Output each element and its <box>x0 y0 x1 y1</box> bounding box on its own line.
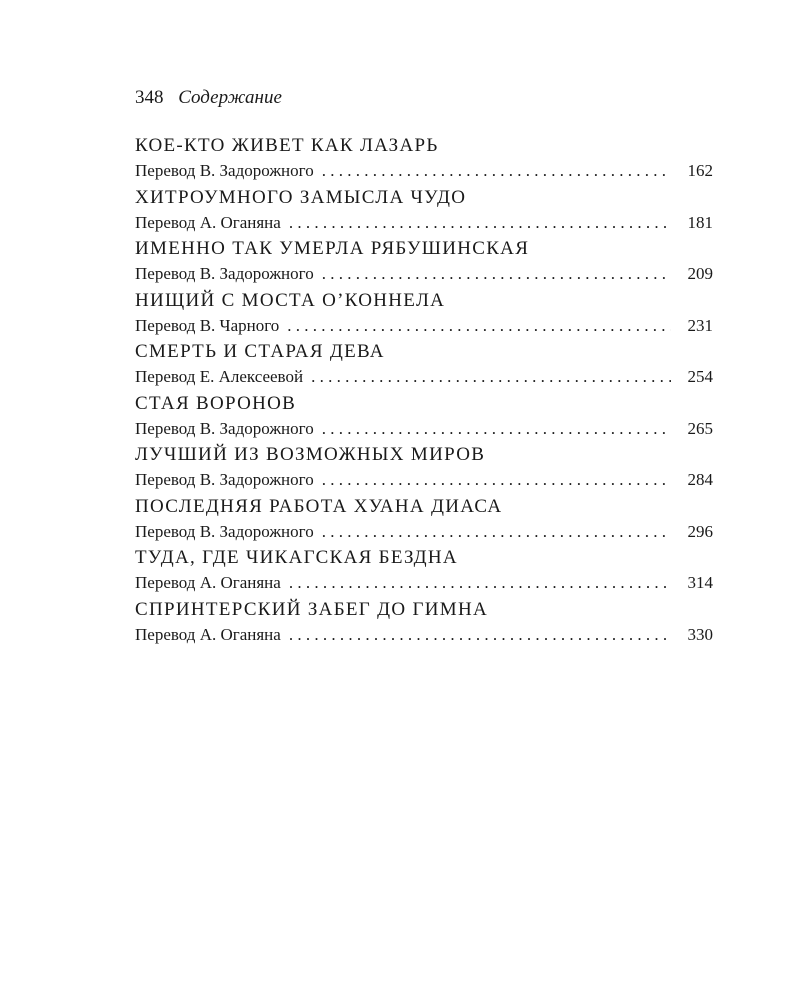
toc-entry-translator: Перевод В. Задорожного <box>135 470 314 489</box>
toc-entry-title: ТУДА, ГДЕ ЧИКАГСКАЯ БЕЗДНА <box>135 547 458 568</box>
toc-entry-page-number: 181 <box>687 212 713 232</box>
toc-entry <box>135 339 713 391</box>
dot-leader <box>322 159 671 182</box>
toc-entry-line <box>135 623 713 646</box>
toc-entry-page-number: 209 <box>687 264 713 283</box>
toc-entry-page-number: 231 <box>687 315 713 335</box>
toc-entry-page-number: 330 <box>687 624 713 644</box>
table-of-contents <box>135 133 713 648</box>
toc-entry-title: ИМЕННО ТАК УМЕРЛА РЯБУШИНСКАЯ <box>135 238 530 259</box>
toc-entry-page-number: 265 <box>687 418 713 438</box>
toc-entry <box>135 597 713 649</box>
dot-leader <box>322 520 671 543</box>
toc-entry-translator: Перевод В. Задорожного <box>135 264 314 283</box>
toc-entry <box>135 545 713 597</box>
toc-entry-page-number: 284 <box>687 470 713 489</box>
toc-entry-title: СМЕРТЬ И СТАРАЯ ДЕВА <box>135 341 385 362</box>
book-page <box>135 86 713 648</box>
toc-entry-line <box>135 314 713 337</box>
toc-entry-translator: Перевод В. Задорожного <box>135 418 314 438</box>
dot-leader <box>287 314 671 337</box>
dot-leader <box>311 365 671 388</box>
dot-leader <box>322 262 671 285</box>
dot-leader <box>289 623 671 646</box>
toc-entry-translator: Перевод А. Оганяна <box>135 624 281 644</box>
toc-entry-line <box>135 365 713 388</box>
toc-entry <box>135 185 713 237</box>
dot-leader <box>289 211 671 234</box>
toc-entry-title: ЛУЧШИЙ ИЗ ВОЗМОЖНЫХ МИРОВ <box>135 444 486 465</box>
toc-entry-translator: Перевод А. Оганяна <box>135 212 281 232</box>
toc-entry-line <box>135 262 713 285</box>
toc-entry <box>135 391 713 443</box>
toc-entry-title: НИЩИЙ С МОСТА О’КОННЕЛА <box>135 289 446 311</box>
toc-entry-line <box>135 417 713 440</box>
toc-entry <box>135 236 713 288</box>
toc-entry-title: СПРИНТЕРСКИЙ ЗАБЕГ ДО ГИМНА <box>135 598 489 620</box>
toc-entry-translator: Перевод В. Задорожного <box>135 161 314 180</box>
dot-leader <box>322 417 671 440</box>
toc-entry <box>135 288 713 340</box>
toc-entry-line <box>135 571 713 594</box>
toc-entry-page-number: 314 <box>687 573 713 592</box>
running-head <box>135 86 713 110</box>
toc-entry-line <box>135 211 713 234</box>
toc-entry-title: КОЕ-КТО ЖИВЕТ КАК ЛАЗАРЬ <box>135 135 439 156</box>
dot-leader <box>289 571 671 594</box>
dot-leader <box>322 468 671 491</box>
toc-entry-line <box>135 520 713 543</box>
toc-entry-line <box>135 159 713 182</box>
toc-entry-title: ХИТРОУМНОГО ЗАМЫСЛА ЧУДО <box>135 186 467 208</box>
toc-entry-translator: Перевод А. Оганяна <box>135 573 281 592</box>
toc-entry-page-number: 296 <box>687 521 713 541</box>
toc-entry-page-number: 162 <box>687 161 713 180</box>
toc-entry <box>135 442 713 494</box>
toc-entry-translator: Перевод В. Задорожного <box>135 521 314 541</box>
toc-entry-page-number: 254 <box>687 367 713 386</box>
toc-entry-translator: Перевод В. Чарного <box>135 315 280 335</box>
toc-entry-translator: Перевод Е. Алексеевой <box>135 367 304 386</box>
toc-entry-line <box>135 468 713 491</box>
toc-entry-title: СТАЯ ВОРОНОВ <box>135 392 297 414</box>
page-number: 348 <box>135 87 164 108</box>
toc-entry-title: ПОСЛЕДНЯЯ РАБОТА ХУАНА ДИАСА <box>135 495 503 517</box>
toc-entry <box>135 133 713 185</box>
toc-entry <box>135 494 713 546</box>
section-title: Содержание <box>178 87 282 108</box>
